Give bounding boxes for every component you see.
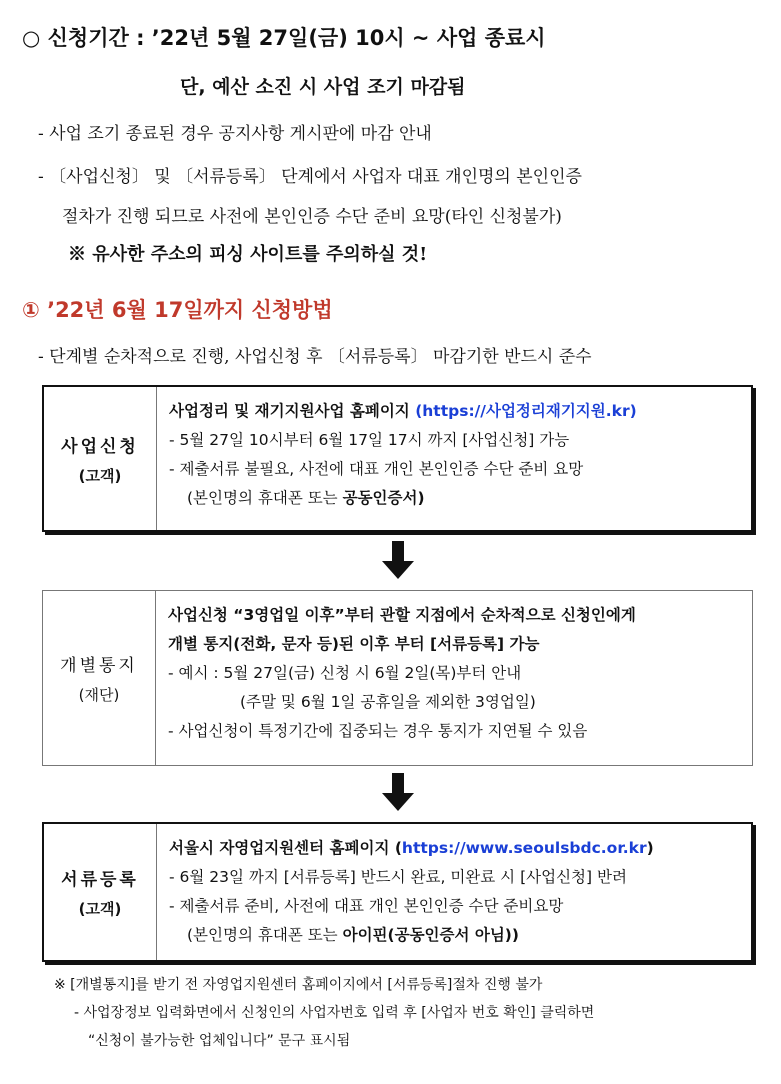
- step-line: - 제출서류 준비, 사전에 대표 개인 본인인증 수단 준비요망: [169, 897, 564, 915]
- step-line: (본인명의 휴대폰 또는: [187, 926, 343, 944]
- homepage-link[interactable]: https://www.seoulsbdc.or.kr: [401, 839, 647, 857]
- step-heading: 서울시 자영업지원센터 홈페이지: [169, 839, 395, 857]
- section-title: ① ’22년 6월 17일까지 신청방법: [22, 298, 333, 322]
- link-paren-open: (: [394, 839, 402, 857]
- step-line: (본인명의 휴대폰 또는: [187, 489, 343, 507]
- step-heading: 사업신청 “3영업일 이후”부터 관할 지점에서 순차적으로 신청인에게: [168, 606, 636, 624]
- step-line: - 제출서류 불필요, 사전에 대표 개인 본인인증 수단 준비 요망: [169, 460, 584, 478]
- step-content: [157, 824, 666, 960]
- arrow-down-icon: [380, 773, 416, 813]
- step-label: 서류등록: [61, 870, 139, 890]
- bullet-early-close: - 사업 조기 종료된 경우 공지사항 게시판에 마감 안내: [38, 124, 432, 144]
- budget-note: 단, 예산 소진 시 사업 조기 마감됨: [180, 76, 466, 98]
- footnote-line: ※ [개별통지]를 받기 전 자영업지원센터 홈페이지에서 [서류등록]절차 진행 불가: [54, 977, 543, 993]
- section-note: - 단계별 순차적으로 진행, 사업신청 후 〔서류등록〕 마감기한 반드시 준수: [38, 347, 592, 367]
- footnote-line: - 사업장정보 입력화면에서 신청인의 사업자번호 입력 후 [사업자 번호 확인] 클릭하면: [74, 1005, 595, 1021]
- step-notify-box: [42, 590, 753, 766]
- step-label: 개별통지: [60, 656, 138, 676]
- step-line: - 예시 : 5월 27일(금) 신청 시 6월 2일(목)부터 안내: [168, 664, 522, 682]
- step-actor: (고객): [78, 466, 122, 485]
- homepage-link[interactable]: (https://사업정리재기지원.kr): [415, 402, 637, 420]
- step-label-cell: [44, 824, 157, 960]
- step-line: - 6월 23일 까지 [서류등록] 반드시 완료, 미완료 시 [사업신청] 반려: [169, 868, 627, 886]
- bullet-auth: - 〔사업신청〕 및 〔서류등록〕 단계에서 사업자 대표 개인명의 본인인증: [38, 167, 582, 187]
- application-period-title: ○ 신청기간 : ’22년 5월 27일(금) 10시 ~ 사업 종료시: [22, 26, 546, 50]
- step-content: [157, 387, 649, 530]
- step-line: (주말 및 6월 1일 공휴일을 제외한 3영업일): [240, 693, 536, 711]
- step-line-bold: 아이핀(공동인증서 아님)): [342, 926, 519, 944]
- step-actor: (재단): [78, 686, 120, 704]
- step-documents-box: [42, 822, 753, 962]
- step-heading: 개별 통지(전화, 문자 등)된 이후 부터 [서류등록] 가능: [168, 635, 540, 653]
- step-label: 사업신청: [61, 436, 139, 457]
- step-label-cell: [43, 591, 156, 765]
- step-content: [156, 591, 648, 765]
- step-label-cell: [44, 387, 157, 530]
- step-line: - 5월 27일 10시부터 6월 17일 17시 까지 [사업신청] 가능: [169, 431, 570, 449]
- bullet-auth-cont: 절차가 진행 되므로 사전에 본인인증 수단 준비 요망(타인 신청불가): [62, 207, 562, 227]
- link-paren-close: ): [646, 839, 654, 857]
- arrow-down-icon: [380, 541, 416, 581]
- step-heading: 사업정리 및 재기지원사업 홈페이지: [169, 402, 416, 420]
- step-apply-box: [42, 385, 753, 532]
- step-actor: (고객): [78, 900, 122, 918]
- phishing-warning: ※ 유사한 주소의 피싱 사이트를 주의하실 것!: [68, 244, 428, 265]
- step-line: - 사업신청이 특정기간에 집중되는 경우 통지가 지연될 수 있음: [168, 722, 588, 740]
- footnote-line: “신청이 불가능한 업체입니다” 문구 표시됨: [88, 1033, 351, 1049]
- step-line-bold: 공동인증서): [342, 489, 425, 507]
